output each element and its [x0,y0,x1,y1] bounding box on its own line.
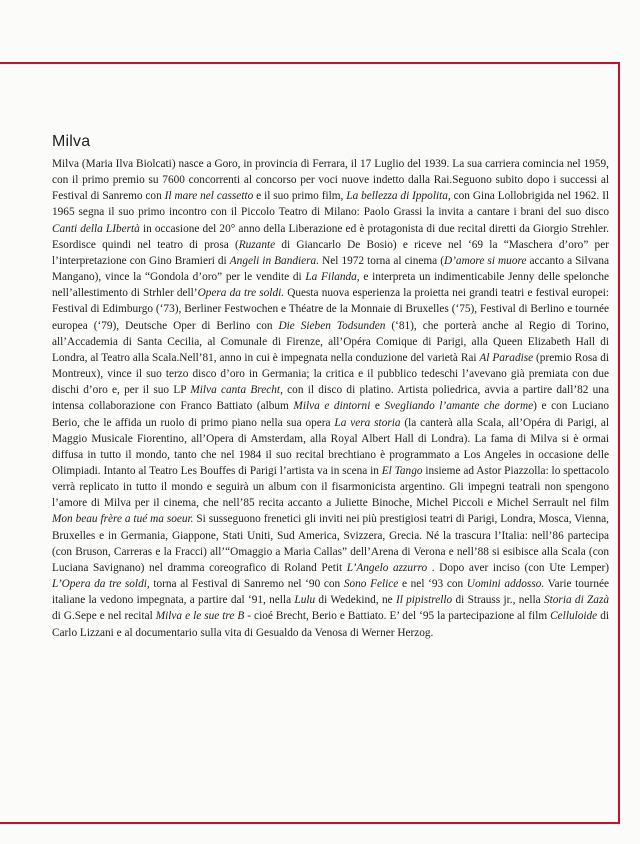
italic-title-text: El Tango [381,464,423,477]
italic-title-text: Il mare nel cassetto [164,190,254,203]
body-text-run: (‘81), che porterà anche al Regio di Torino, all’Accademia di Santa Cecilia, al Comunale di Firenze, all’Opéra Comique di Parigi, alla Queen Elizabeth Hall di Londra, al Teatro alla Scala.Nell’81, anno in cui è impegnata nella conduzione del varietà Rai [52,319,609,364]
body-text-run: , con Gina Lollobrigida nel 1962. Il 1965 segna il suo primo incontro con il Piccolo Teatro di Milano: Paolo Grassi la invita a cantare i brani del suo disco [52,190,609,219]
body-text-run: Si susseguono frenetici gli inviti nei più prestigiosi teatri di Parigi, Londra, Mosca, Vienna, Bruxelles e in Germania, Giappone, Stati Uniti, Sud America, Svizzera, Grecia. Né la trascura l’Italia: nell’86 partecipa (con Bruson, Carreras e la Fracci) all’“Omaggio a Maria Callas” dell’Arena di Verona e nell’88 si esibisce alla Scala (con Luciana Savignano) nel dramma coreografico di Roland Petit [52,513,609,574]
italic-title-text: Il pipistrello [395,594,453,607]
italic-title-text: Svegliando l’amante che dorme [384,400,534,413]
right-border-line [618,62,620,824]
article-title: Milva [52,133,91,150]
body-text-run: e nel ‘93 con [398,578,467,591]
italic-title-text: La vera storia [334,416,401,429]
body-text-run: di Giancarlo De Bosio) e riceve nel ‘69 la “Maschera d’oro” per l’interpretazione con Gino Bramieri di [52,238,609,267]
top-border-line [0,62,619,64]
italic-title-text: Storia di Zazà [544,594,609,607]
body-text-run: in occasione del 20° anno della Liberazione ed è protagonista di due recital diretti da Giorgio Strehler. Esordisce quindi nel teatro di prosa ( [52,222,609,251]
italic-title-text: Lulu [294,594,316,607]
body-text-run: insieme ad Astor Piazzolla: lo spettacolo verrà replicato in tutto il mondo e seguirà un album con il fisarmonicista argentino. Gli impegni teatrali non spengono l’amore di Milva per il cinema, che nell’85 recita accanto a Juliette Binoche, Michel Piccoli e Michel Serrault nel film [52,464,609,510]
italic-title-text: Milva e dintorni [293,400,371,413]
body-text-run: Varie tournée italiane la vedono impegnata, a partire dal ‘91, nella [52,578,610,607]
body-text-run: di Strauss jr., nella [452,594,544,607]
body-text-run: di Wedekind, ne [315,594,396,607]
italic-title-text: La Filanda, [305,271,360,284]
body-text-run: accanto a Silvana Mangano), vince la “Gondola d’oro” per le vendite di [52,254,610,284]
italic-title-text: Die Sieben Todsunden [278,319,386,332]
italic-title-text: Opera da tre soldi. [197,287,285,300]
italic-title-text: Celluloide [550,610,598,623]
italic-title-text: Milva e le sue tre B [155,610,245,623]
italic-title-text: Uomini addosso. [466,578,545,591]
body-text-run: e il suo primo film, [253,190,347,203]
body-text-run: . Dopo aver inciso (con Ute Lemper) [427,561,610,574]
body-text-run: ) e con Luciano Berio, che le affida un ruolo di primo piano nella sua opera [52,400,609,429]
body-text-run: e interpreta un indimenticabile Jenny delle spelonche nell’allestimento di Strhler dell’ [52,271,610,300]
body-text-run: (la canterà alla Scala, all’Opéra di Parigi, al Maggio Musicale Fiorentino, all’Opera di Amsterdam, alla Royal Albert Hall di Londra). La fama di Milva si è ormai diffusa in tutto il mondo, tanto che nel 1984 il suo recital brechtiano è programmato a Los Angeles in occasione delle Olimpiadi. Intanto al Teatro Les Bouffes di Parigi l’artista va in scena in [52,416,609,477]
biography-paragraph [52,156,609,641]
body-text-run: e [370,400,385,413]
italic-title-text: L’Opera da tre soldi, [52,578,150,591]
body-text-run: di G.Sepe e nel recital [52,610,156,623]
body-text-run: Questa nuova esperienza la proietta nei grandi teatri e festival europei: Festival di Edimburgo (‘73), Berliner Festwochen e Théatre de la Monnaie di Bruxelles (‘75), Festival di Berlino e tournée europea (‘79), Deutsche Oper di Berlino con [52,287,609,332]
body-text-run: (premio Rosa di Montreux), vince il suo terzo disco d’oro in Germania; la critica e il pubblico tedeschi l’avevano già premiata con due dischi d’oro e, per il suo LP [52,351,609,397]
body-text-run: di Carlo Lizzani e al documentario sulla vita di Gesualdo da Venosa di Werner Herzog. [52,610,609,639]
body-text-run: Nel 1972 torna al cinema ( [319,254,444,267]
body-text-run: - cioé Brecht, Berio e Battiato. E’ del ‘95 la partecipazione al film [244,610,551,623]
bottom-border-line [0,822,619,824]
italic-title-text: Canti della LIbertà [52,222,140,235]
body-text-run: Milva (Maria Ilva Biolcati) nasce a Goro, in provincia di Ferrara, il 17 Luglio del 1939. La sua carriera comincia nel 1959, con il primo premio su 7600 concorrenti al concorso per voci nuove indetto dalla Rai.Seguono subito dopo i successi al Festival di Sanremo con [52,158,609,203]
italic-title-text: Sono Felice [343,578,399,591]
italic-title-text: D’amore si muore [444,254,527,267]
italic-title-text: Angeli in Bandiera. [229,254,320,267]
italic-title-text: Milva canta Brecht, [190,384,283,397]
italic-title-text: L’Angelo azzurro [346,561,428,574]
italic-title-text: Ruzante [238,238,276,251]
body-text-run: torna al Festival di Sanremo nel ‘90 con [149,578,344,591]
italic-title-text: Mon beau frère a tué ma soeur. [52,513,194,526]
body-text-run: con il disco di platino. Artista poliedrica, avvia a partire dall’82 una intensa collaborazione con Franco Battiato (album [52,384,609,413]
italic-title-text: La bellezza di Ippolita [346,190,448,203]
italic-title-text: Al Paradise [479,351,534,364]
